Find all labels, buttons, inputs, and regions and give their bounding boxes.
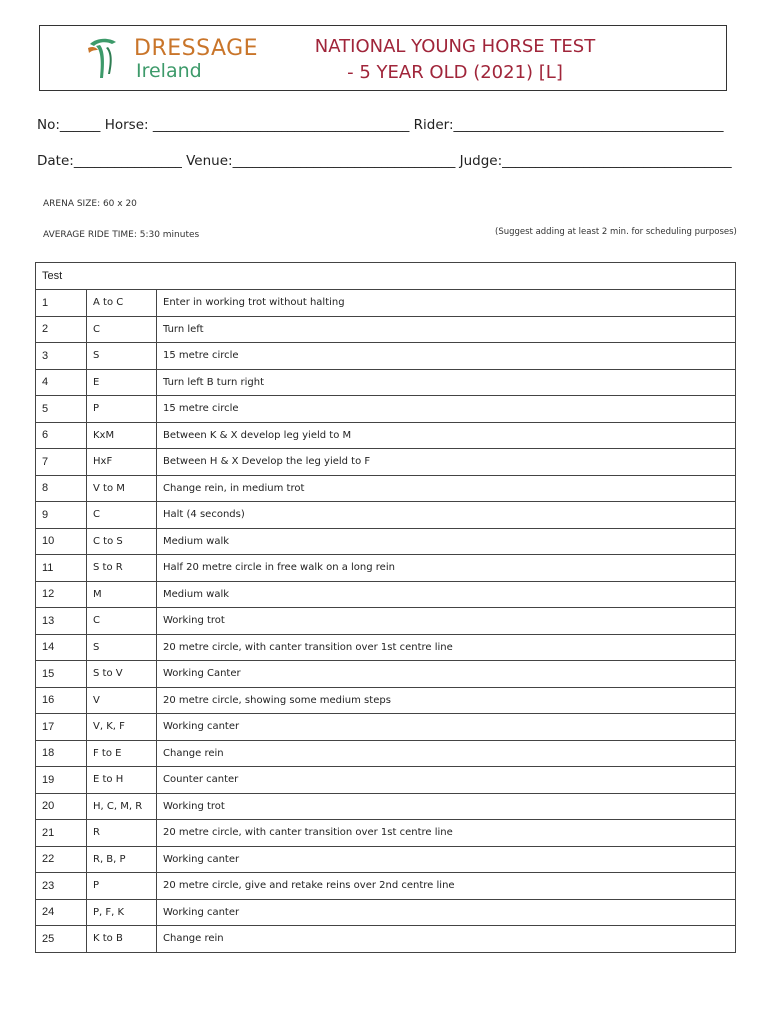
movement-number: 16	[36, 687, 87, 714]
movement-marker: M	[87, 581, 157, 608]
table-row	[36, 422, 736, 449]
movement-description: Halt (4 seconds)	[157, 502, 736, 529]
movement-marker: C	[87, 608, 157, 635]
movement-description: 15 metre circle	[157, 396, 736, 423]
movement-marker: C	[87, 316, 157, 343]
movement-marker: V, K, F	[87, 714, 157, 741]
movement-description: 20 metre circle, showing some medium steps	[157, 687, 736, 714]
movement-marker: V to M	[87, 475, 157, 502]
table-row	[36, 343, 736, 370]
movement-marker: S	[87, 634, 157, 661]
movement-number: 24	[36, 899, 87, 926]
movement-marker: C to S	[87, 528, 157, 555]
movement-number: 13	[36, 608, 87, 635]
movement-description: Turn left B turn right	[157, 369, 736, 396]
movement-number: 25	[36, 926, 87, 953]
test-movements-table	[35, 262, 736, 953]
movement-description: Medium walk	[157, 581, 736, 608]
table-row	[36, 396, 736, 423]
movement-description: Working Canter	[157, 661, 736, 688]
movement-marker: R	[87, 820, 157, 847]
movement-number: 17	[36, 714, 87, 741]
table-header-row	[36, 263, 736, 290]
movement-description: Working canter	[157, 714, 736, 741]
movement-number: 22	[36, 846, 87, 873]
movement-number: 9	[36, 502, 87, 529]
table-row	[36, 634, 736, 661]
movement-number: 20	[36, 793, 87, 820]
table-row	[36, 846, 736, 873]
table-row	[36, 528, 736, 555]
movement-description: Counter canter	[157, 767, 736, 794]
table-row	[36, 899, 736, 926]
movement-marker: S to R	[87, 555, 157, 582]
movement-description: 20 metre circle, give and retake reins over 2nd centre line	[157, 873, 736, 900]
arena-size: ARENA SIZE: 60 x 20	[43, 199, 137, 209]
movement-marker: S	[87, 343, 157, 370]
movement-marker: V	[87, 687, 157, 714]
movement-marker: P	[87, 873, 157, 900]
logo-word-ireland: Ireland	[136, 60, 202, 82]
table-row	[36, 290, 736, 317]
movement-description: 15 metre circle	[157, 343, 736, 370]
movement-description: Medium walk	[157, 528, 736, 555]
movement-description: 20 metre circle, with canter transition over 1st centre line	[157, 634, 736, 661]
table-row	[36, 687, 736, 714]
movement-description: Working canter	[157, 899, 736, 926]
page-title	[280, 34, 630, 86]
table-row	[36, 820, 736, 847]
horse-head-icon	[84, 34, 124, 82]
table-row	[36, 502, 736, 529]
table-row	[36, 740, 736, 767]
movement-marker: A to C	[87, 290, 157, 317]
logo-word-dressage: DRESSAGE	[134, 36, 259, 61]
table-row	[36, 873, 736, 900]
table-row	[36, 714, 736, 741]
table-row	[36, 926, 736, 953]
table-row	[36, 555, 736, 582]
movement-number: 1	[36, 290, 87, 317]
movement-number: 10	[36, 528, 87, 555]
scheduling-note: (Suggest adding at least 2 min. for scheduling purposes)	[495, 227, 737, 237]
table-row	[36, 316, 736, 343]
movement-marker: K to B	[87, 926, 157, 953]
movement-number: 5	[36, 396, 87, 423]
movement-number: 21	[36, 820, 87, 847]
movement-description: Change rein	[157, 740, 736, 767]
movement-number: 19	[36, 767, 87, 794]
movement-marker: E to H	[87, 767, 157, 794]
movement-marker: P, F, K	[87, 899, 157, 926]
movement-description: Working trot	[157, 793, 736, 820]
movement-number: 3	[36, 343, 87, 370]
movement-number: 2	[36, 316, 87, 343]
movement-number: 23	[36, 873, 87, 900]
table-row	[36, 449, 736, 476]
movement-number: 12	[36, 581, 87, 608]
table-row	[36, 369, 736, 396]
movement-marker: HxF	[87, 449, 157, 476]
movement-marker: KxM	[87, 422, 157, 449]
title-line-1: NATIONAL YOUNG HORSE TEST	[314, 36, 596, 57]
movement-marker: F to E	[87, 740, 157, 767]
movement-number: 18	[36, 740, 87, 767]
table-row	[36, 793, 736, 820]
title-line-2: - 5 YEAR OLD (2021) [L]	[347, 62, 563, 83]
movement-description: Half 20 metre circle in free walk on a long rein	[157, 555, 736, 582]
movement-marker: C	[87, 502, 157, 529]
movement-number: 14	[36, 634, 87, 661]
table-row	[36, 581, 736, 608]
movement-description: Working canter	[157, 846, 736, 873]
average-ride-time: AVERAGE RIDE TIME: 5:30 minutes	[43, 230, 200, 240]
movement-description: Working trot	[157, 608, 736, 635]
table-row	[36, 475, 736, 502]
movement-description: Enter in working trot without halting	[157, 290, 736, 317]
table-row	[36, 608, 736, 635]
table-row	[36, 661, 736, 688]
movement-number: 11	[36, 555, 87, 582]
movement-number: 7	[36, 449, 87, 476]
movement-marker: R, B, P	[87, 846, 157, 873]
entry-fields-line-2[interactable]: Date:________________ Venue:_________________________________ Judge:__________________________________	[37, 153, 732, 169]
movement-number: 8	[36, 475, 87, 502]
movement-description: 20 metre circle, with canter transition over 1st centre line	[157, 820, 736, 847]
dressage-ireland-logo	[84, 34, 264, 84]
movement-description: Change rein, in medium trot	[157, 475, 736, 502]
entry-fields-line-1[interactable]: No:______ Horse: ______________________________________ Rider:________________________________________	[37, 117, 724, 133]
movement-description: Turn left	[157, 316, 736, 343]
movement-number: 15	[36, 661, 87, 688]
movement-marker: H, C, M, R	[87, 793, 157, 820]
movement-marker: E	[87, 369, 157, 396]
table-header: Test	[36, 263, 736, 290]
movement-marker: S to V	[87, 661, 157, 688]
movement-number: 4	[36, 369, 87, 396]
movement-description: Between K & X develop leg yield to M	[157, 422, 736, 449]
movement-number: 6	[36, 422, 87, 449]
movement-marker: P	[87, 396, 157, 423]
table-row	[36, 767, 736, 794]
movement-description: Between H & X Develop the leg yield to F	[157, 449, 736, 476]
movement-description: Change rein	[157, 926, 736, 953]
